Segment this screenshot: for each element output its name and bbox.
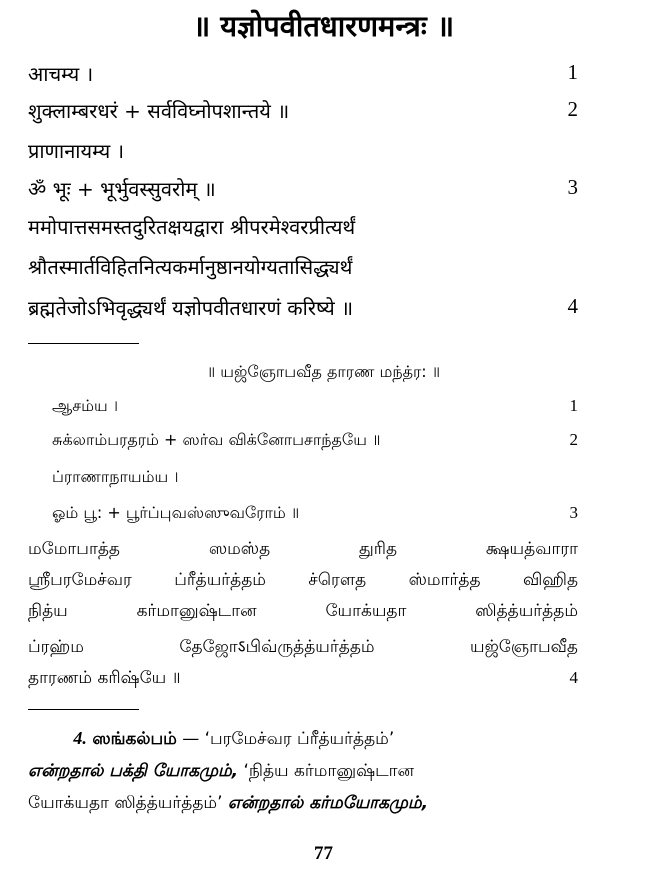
word: துரித xyxy=(359,539,398,559)
tamil-line xyxy=(52,430,578,454)
tamil-line xyxy=(52,467,578,491)
verse-text: प्राणानायम्य । xyxy=(28,139,125,163)
emphasis-text: என்றதால் கர்மயோகமும், xyxy=(227,793,429,813)
verse-number: 1 xyxy=(567,60,578,84)
commentary-line xyxy=(28,728,588,758)
verse-text: ममोपात्तसमस्तदुरितक्षयद्वारा श्रीपरमेश्वरप्रीत्यर्थं xyxy=(28,215,356,239)
word: விஹித xyxy=(522,570,579,590)
word: ஸித்த்யர்த்தம் xyxy=(475,601,578,621)
verse-text: ப்ராணாநாயம்ய । xyxy=(52,467,179,486)
section-divider xyxy=(28,709,139,710)
word: கர்மானுஷ்டான xyxy=(136,601,257,621)
verse-number: 2 xyxy=(567,97,578,121)
verse-number: 4 xyxy=(567,294,578,318)
tamil-title: ॥ யஜ்ஞோபவீத தாரண மந்த்ர: ॥ xyxy=(206,362,441,381)
verse-text: श्रौतस्मार्तविहितनित्यकर्मानुष्ठानयोग्यतासिद्ध्यर्थं xyxy=(28,255,353,279)
sanskrit-line xyxy=(28,97,578,127)
verse-text: ஆசம்ய । xyxy=(52,396,119,415)
tamil-justified-line xyxy=(28,634,578,662)
tamil-line xyxy=(52,503,578,527)
tamil-line xyxy=(28,668,578,696)
word: மமோபாத்த xyxy=(28,539,120,559)
word: ப்ரீத்யர்த்தம் xyxy=(174,570,266,590)
verse-text: ஓம் பூ: + பூர்ப்புவஸ்ஸுவரோம் ॥ xyxy=(52,503,300,522)
verse-text: शुक्लाम्बरधरं + सर्वविघ्नोपशान्तये ॥ xyxy=(28,99,290,123)
commentary-line xyxy=(28,793,588,823)
word: யோக்யதா xyxy=(325,601,407,621)
emphasis-text: என்றதால் பக்தி யோகமும், xyxy=(28,761,239,781)
verse-number: 3 xyxy=(567,175,578,199)
verse-text: சுக்லாம்பரதரம் + ஸர்வ விக்னோபசாந்தயே ॥ xyxy=(52,430,381,449)
word: நித்ய xyxy=(28,601,68,621)
word: ஸமஸ்த xyxy=(208,539,271,559)
word: க்ஷயத்வாரா xyxy=(485,539,579,559)
section-divider xyxy=(28,343,139,344)
verse-number: 2 xyxy=(569,430,578,449)
verse-text: தாரணம் கரிஷ்யே ॥ xyxy=(28,668,181,688)
tamil-justified-line xyxy=(28,570,578,598)
word: ப்ரஹ்ம xyxy=(28,637,84,657)
verse-text: आचम्य । xyxy=(28,62,94,86)
sanskrit-line xyxy=(28,137,578,167)
word: ஸ்மார்த்த xyxy=(408,570,481,590)
page-number: 77 xyxy=(314,843,333,864)
quote-text: யோக்யதா ஸித்த்யர்த்தம்’ xyxy=(28,793,223,813)
verse-text: ब्रह्मतेजोऽभिवृद्ध्यर्थं यज्ञोपवीतधारणं करिष्ये ॥ xyxy=(28,296,354,320)
verse-number: 4 xyxy=(569,668,578,687)
section-heading: ஸங்கல்பம் xyxy=(92,729,177,749)
tamil-justified-line xyxy=(28,601,578,629)
word: ஸ்ரீபரமேச்வர xyxy=(28,570,132,590)
em-dash: — xyxy=(182,729,200,749)
quote-text: ‘பரமேச்வர ப்ரீத்யர்த்தம்’ xyxy=(204,729,395,749)
tamil-line xyxy=(52,396,578,420)
verse-number: 3 xyxy=(569,503,578,522)
word: யஜ்ஞோபவீத xyxy=(470,637,578,657)
verse-text: ॐ भूः + भूर्भुवस्सुवरोम् ॥ xyxy=(28,177,216,201)
page-heading: ॥ यज्ञोपवीतधारणमन्त्रः ॥ xyxy=(192,9,455,43)
section-number: 4. xyxy=(73,728,87,748)
sanskrit-line xyxy=(28,60,578,90)
sanskrit-line xyxy=(28,294,578,324)
commentary-line xyxy=(28,761,588,791)
sanskrit-line xyxy=(28,253,578,283)
sanskrit-line xyxy=(28,175,578,205)
tamil-justified-line xyxy=(28,539,578,567)
word: ச்ரௌத xyxy=(308,570,367,590)
quote-text: ‘நித்ய கர்மானுஷ்டான xyxy=(243,761,414,781)
word: தேஜோऽபிவ்ருத்த்யர்த்தம் xyxy=(179,637,375,657)
sanskrit-line xyxy=(28,213,578,243)
verse-number: 1 xyxy=(569,396,578,415)
